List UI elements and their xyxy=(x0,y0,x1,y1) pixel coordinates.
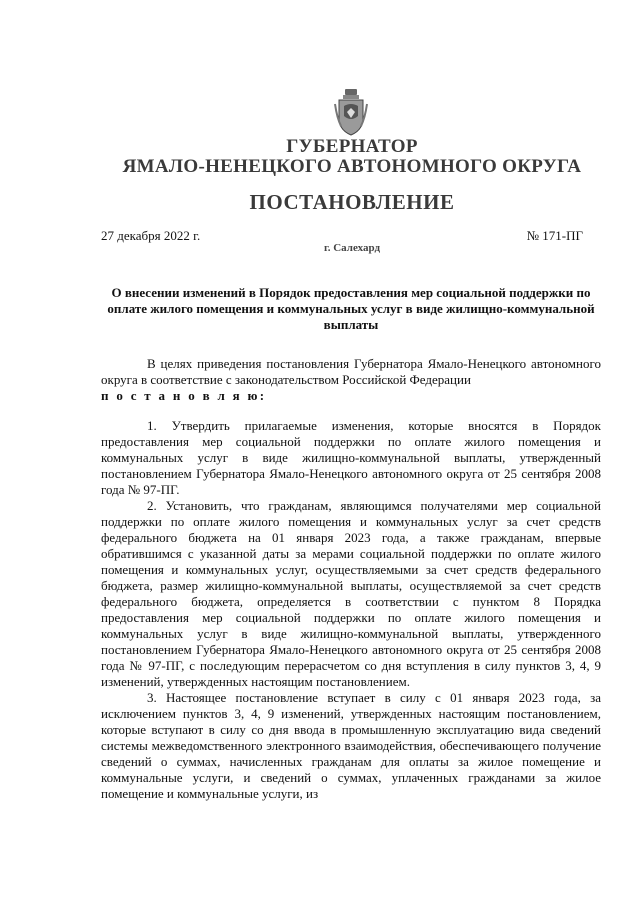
document-body xyxy=(101,356,601,802)
document-type-title: ПОСТАНОВЛЕНИЕ xyxy=(249,190,455,214)
preamble-paragraph: В целях приведения постановления Губернатора Ямало-Ненецкого автономного округа в соответствие с законодательством Российской Федерации xyxy=(101,356,601,387)
resolve-word: п о с т а н о в л я ю: xyxy=(101,388,267,403)
coat-of-arms-icon xyxy=(333,88,369,136)
region-title: ЯМАЛО-НЕНЕЦКОГО АВТОНОМНОГО ОКРУГА xyxy=(122,156,582,177)
item-paragraph-1: 1. Утвердить прилагаемые изменения, которые вносятся в Порядок предоставления мер социальной поддержки по оплате жилого помещения и коммунальных услуг в виде жилищно-коммунальной выплаты, утвержденный постановлением Губернатора Ямало-Ненецкого автономного округа от 25 сентября 2008 года № 97-ПГ. xyxy=(101,418,601,497)
document-number: № 171-ПГ xyxy=(526,228,583,243)
paragraph-gap xyxy=(101,404,601,418)
governor-title: ГУБЕРНАТОР xyxy=(286,136,418,157)
document-subject: О внесении изменений в Порядок предоставления мер социальной поддержки по оплате жилого помещения и коммунальных услуг в виде жилищно-коммунальной выплаты xyxy=(107,285,595,332)
item-paragraph-2: 2. Установить, что гражданам, являющимся получателями мер социальной поддержки по оплате жилого помещения и коммунальных услуг за счет средств федерального бюджета на 01 января 2023 года, а также гражданам, впервые обратившимся с указанной даты за мерами социальной поддержки по оплате жилого помещения и коммунальных услуг, осуществляемыми за счет средств федерального бюджета, размер жилищно-коммунальной выплаты, осуществляемой за счет средств федерального бюджета, определяется в соответствии с пунктом 8 Порядка предоставления мер социальной поддержки по оплате жилого помещения и коммунальных услуг в виде жилищно-коммунальной выплаты, утвержденного постановлением Губернатора Ямало-Ненецкого автономного округа от 25 сентября 2008 года № 97-ПГ, с последующим перерасчетом со дня вступления в силу пунктов 3, 4, 9 изменений, утвержденных настоящим постановлением. xyxy=(101,498,601,689)
document-date: 27 декабря 2022 г. xyxy=(101,228,201,243)
item-paragraph-3: 3. Настоящее постановление вступает в силу с 01 января 2023 года, за исключением пунктов 3, 4, 9 изменений, утвержденных настоящим постановлением, которые вступают в силу со дня ввода в промышленную эксплуатацию вида сведений системы межведомственного электронного взаимодействия, обеспечивающего получение сведений о суммах, начисленных гражданам для оплаты за жилое помещение и коммунальные услуги, и сведений о суммах, уплаченных гражданами за жилое помещение и коммунальные услуги, из xyxy=(101,690,601,801)
document-city: г. Салехард xyxy=(323,242,381,254)
